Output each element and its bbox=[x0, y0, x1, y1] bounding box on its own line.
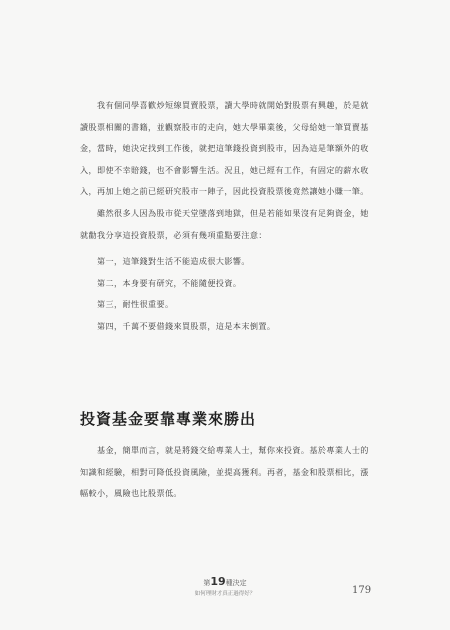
footer-suffix: 種決定 bbox=[225, 579, 247, 587]
point-3: 第三，耐性很重要。 bbox=[97, 299, 174, 310]
footer-chapter-number: 19 bbox=[210, 575, 226, 588]
paragraph-1: 我有個同學喜歡炒短線買賣股票，讀大學時就開始對股票有興趣，於是就讀股票相關的書籍，並觀察股市的走向，她大學畢業後，父母給她一筆買賣基金，當時，她決定找到工作後，就把這筆錢投資到股市，因為這是筆額外的收入，即使不幸賠錢，也不會影響生活。況且，她已經有工作，有固定的薪水收入，再加上她之前已經研究股市一陣子，因此投資股票後竟然讓她小賺一筆。 bbox=[80, 100, 369, 197]
point-1: 第一，這筆錢對生活不能造成很大影響。 bbox=[97, 256, 250, 267]
footer-prefix: 第 bbox=[203, 579, 211, 587]
page-number: 179 bbox=[352, 585, 372, 596]
point-4: 第四，千萬不要借錢來買股票，這是本末倒置。 bbox=[97, 320, 276, 331]
section-body bbox=[80, 440, 370, 505]
point-2: 第二，本身要有研究，不能隨便投資。 bbox=[97, 277, 242, 288]
footer-book-title bbox=[150, 575, 300, 588]
section-heading: 投資基金要靠專業來勝出 bbox=[80, 410, 257, 428]
footer-subtitle: 如何理財才真正過得好？ bbox=[194, 591, 256, 597]
paragraph-2: 雖然很多人因為股市從天堂墜落到地獄，但是若能如果沒有足夠資金，她就勸我分享這投資股票，必須有幾項重點要注意： bbox=[80, 207, 369, 240]
running-footer bbox=[150, 575, 300, 597]
body-text-block bbox=[80, 95, 370, 338]
section-paragraph: 基金，簡單而言，就是將錢交給專業人士，幫你來投資。基於專業人士的知識和經驗，相對可降低投資風險，並提高獲利。再者，基金和股票相比，漲幅較小，風險也比股票低。 bbox=[80, 445, 369, 499]
